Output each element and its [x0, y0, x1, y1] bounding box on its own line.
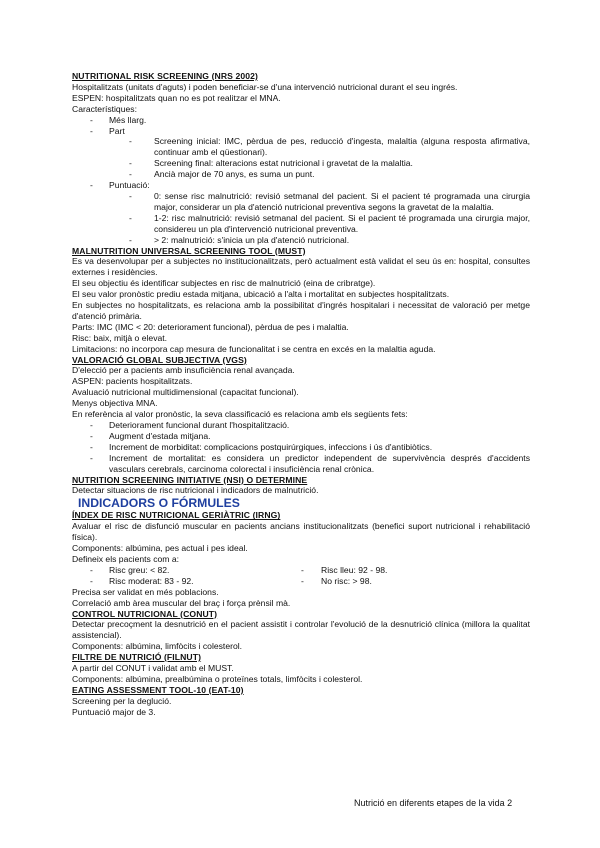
- must-paragraph: Parts: IMC (IMC < 20: deteriorament funcional), pèrdua de pes i malaltia.: [72, 321, 349, 332]
- sublist-item: - Screening final: alteracions estat nutricional i gravetat de la malaltia.: [72, 158, 530, 169]
- vgs-paragraph: D'elecció per a pacients amb insuficiència renal avançada.: [72, 365, 295, 376]
- list-item: [72, 126, 530, 181]
- list-item: - Increment de mortalitat: es considera un predictor independent de supervivència després d'accidents vasculars cerebrals, carcinoma colorectal i insuficiència renal crònica.: [72, 453, 530, 475]
- must-paragraph: El seu valor pronòstic prediu estada mitjana, ubicació a l'alta i mortalitat en subjectes hospitalitzats.: [72, 289, 450, 300]
- vgs-heading: VALORACIÓ GLOBAL SUBJECTIVA (VGS): [72, 354, 247, 365]
- filnut-paragraph: Components: albúmina, prealbúmina o proteïnes totals, limfòcits i colesterol.: [72, 673, 363, 684]
- vgs-paragraph: En referència al valor pronòstic, la seva classificació es relaciona amb els següents fets:: [72, 409, 408, 420]
- irng-paragraph: Components: albúmina, pes actual i pes ideal.: [72, 543, 248, 554]
- irng-heading: ÍNDEX DE RISC NUTRICIONAL GERIÀTRIC (IRNG): [72, 510, 281, 521]
- sublist-item: - 0: sense risc malnutrició: revisió setmanal del pacient. Si el pacient té programada una cirurgia major, considerar un pla d'atenció nutricional preventiva segons la gravetat de la malaltia.: [72, 191, 530, 213]
- irng-risk-list: [72, 565, 530, 587]
- list-item: - Deteriorament funcional durant l'hospitalització.: [72, 420, 530, 431]
- list-item: - Risc greu: < 82.: [72, 565, 301, 576]
- sublist-item: - > 2: malnutrició: s'inicia un pla d'atenció nutricional.: [72, 235, 530, 246]
- vgs-list: [72, 420, 530, 475]
- vgs-paragraph: Avaluació nutricional multidimensional (capacitat funcional).: [72, 387, 299, 398]
- vgs-paragraph: ASPEN: pacients hospitalitzats.: [72, 376, 193, 387]
- filnut-paragraph: A partir del CONUT i validat amb el MUST.: [72, 663, 234, 674]
- nsi-paragraph: Detectar situacions de risc nutricional i indicadors de malnutrició.: [72, 485, 319, 496]
- must-paragraph: Es va desenvolupar per a subjectes no institucionalitzats, però actualment està validat el seu ús en: hospital, consultes externes i residències.: [72, 256, 530, 278]
- nrs-heading: NUTRITIONAL RISK SCREENING (NRS 2002): [72, 71, 258, 81]
- nrs-parts-sublist: [72, 136, 530, 180]
- nrs-paragraph: ESPEN: hospitalitzats quan no es pot realitzar el MNA.: [72, 92, 281, 103]
- document-page: [72, 71, 530, 718]
- conut-paragraph: Components: albúmina, limfòcits i colesterol.: [72, 641, 243, 652]
- conut-paragraph: Detectar precoçment la desnutrició en el pacient assistit i controlar l'evolució de la desnutrició clínica (millora la qualitat assistencial).: [72, 619, 530, 641]
- section-title: INDICADORS O FÓRMULES: [78, 496, 240, 511]
- irng-paragraph: Precisa ser validat en més poblacions.: [72, 586, 219, 597]
- must-paragraph: Risc: baix, mitjà o elevat.: [72, 332, 168, 343]
- eat-paragraph: Puntuació major de 3.: [72, 706, 156, 717]
- irng-paragraph: Correlació amb àrea muscular del braç i força prènsil mà.: [72, 597, 291, 608]
- must-heading: MALNUTRITION UNIVERSAL SCREENING TOOL (MUST): [72, 245, 306, 256]
- page-footer: Nutrició en diferents etapes de la vida 2: [354, 798, 513, 808]
- conut-heading: CONTROL NUTRICIONAL (CONUT): [72, 608, 218, 619]
- must-paragraph: Limitacions: no incorpora cap mesura de funcionalitat i se centra en excés en la malaltia aguda.: [72, 343, 436, 354]
- nrs-paragraph: Hospitalitzats (unitats d'aguts) i poden beneficiar-se d'una intervenció nutricional durant el seu ingrés.: [72, 81, 458, 92]
- nrs-characteristics-list: [72, 115, 530, 246]
- list-item: - Risc moderat: 83 - 92.: [72, 576, 301, 587]
- eat-heading: EATING ASSESSMENT TOOL-10 (EAT-10): [72, 684, 244, 695]
- sublist-item: - Ancià major de 70 anys, es suma un punt.: [72, 169, 530, 180]
- filnut-heading: FILTRE DE NUTRICIÓ (FILNUT): [72, 652, 202, 663]
- must-paragraph: En subjectes no hospitalitzats, es relaciona amb la possibilitat d'ingrés hospitalari i necessitat de valoració per metge d'atenció primària.: [72, 300, 530, 321]
- list-item: - Increment de morbiditat: complicacions postquirúrgiques, infeccions i ús d'antibiòtics.: [72, 442, 530, 453]
- list-item: - Risc lleu: 92 - 98.: [301, 565, 530, 576]
- list-item: [72, 180, 530, 245]
- list-item: - No risc: > 98.: [301, 576, 530, 587]
- list-item: - Més llarg.: [72, 115, 530, 126]
- list-item-label: Puntuació:: [109, 180, 150, 191]
- irng-paragraph: Defineix els pacients com a:: [72, 553, 179, 564]
- vgs-paragraph: Menys objectiva MNA.: [72, 398, 158, 409]
- must-paragraph: El seu objectiu és identificar subjectes en risc de malnutrició (eina de cribratge).: [72, 278, 376, 289]
- nrs-score-sublist: [72, 191, 530, 246]
- eat-paragraph: Screening per la deglució.: [72, 695, 172, 706]
- sublist-item: - Screening inicial: IMC, pèrdua de pes, reducció d'ingesta, malaltia (alguna resposta afirmativa, continuar amb el qüestionari).: [72, 136, 530, 158]
- list-item: - Augment d'estada mitjana.: [72, 431, 530, 442]
- list-item-label: Part: [109, 125, 125, 136]
- nsi-heading: NUTRITION SCREENING INITIATIVE (NSI) O DETERMINE: [72, 474, 308, 485]
- nrs-paragraph: Característiques:: [72, 103, 137, 114]
- sublist-item: - 1-2: risc malnutrició: revisió setmanal del pacient. Si el pacient té programada una cirurgia major, considereu un pla d'intervenció nutricional preventiva.: [72, 213, 530, 235]
- irng-paragraph: Avaluar el risc de disfunció muscular en pacients ancians institucionalitzats (benefici suport nutricional i rehabilitació física).: [72, 521, 530, 543]
